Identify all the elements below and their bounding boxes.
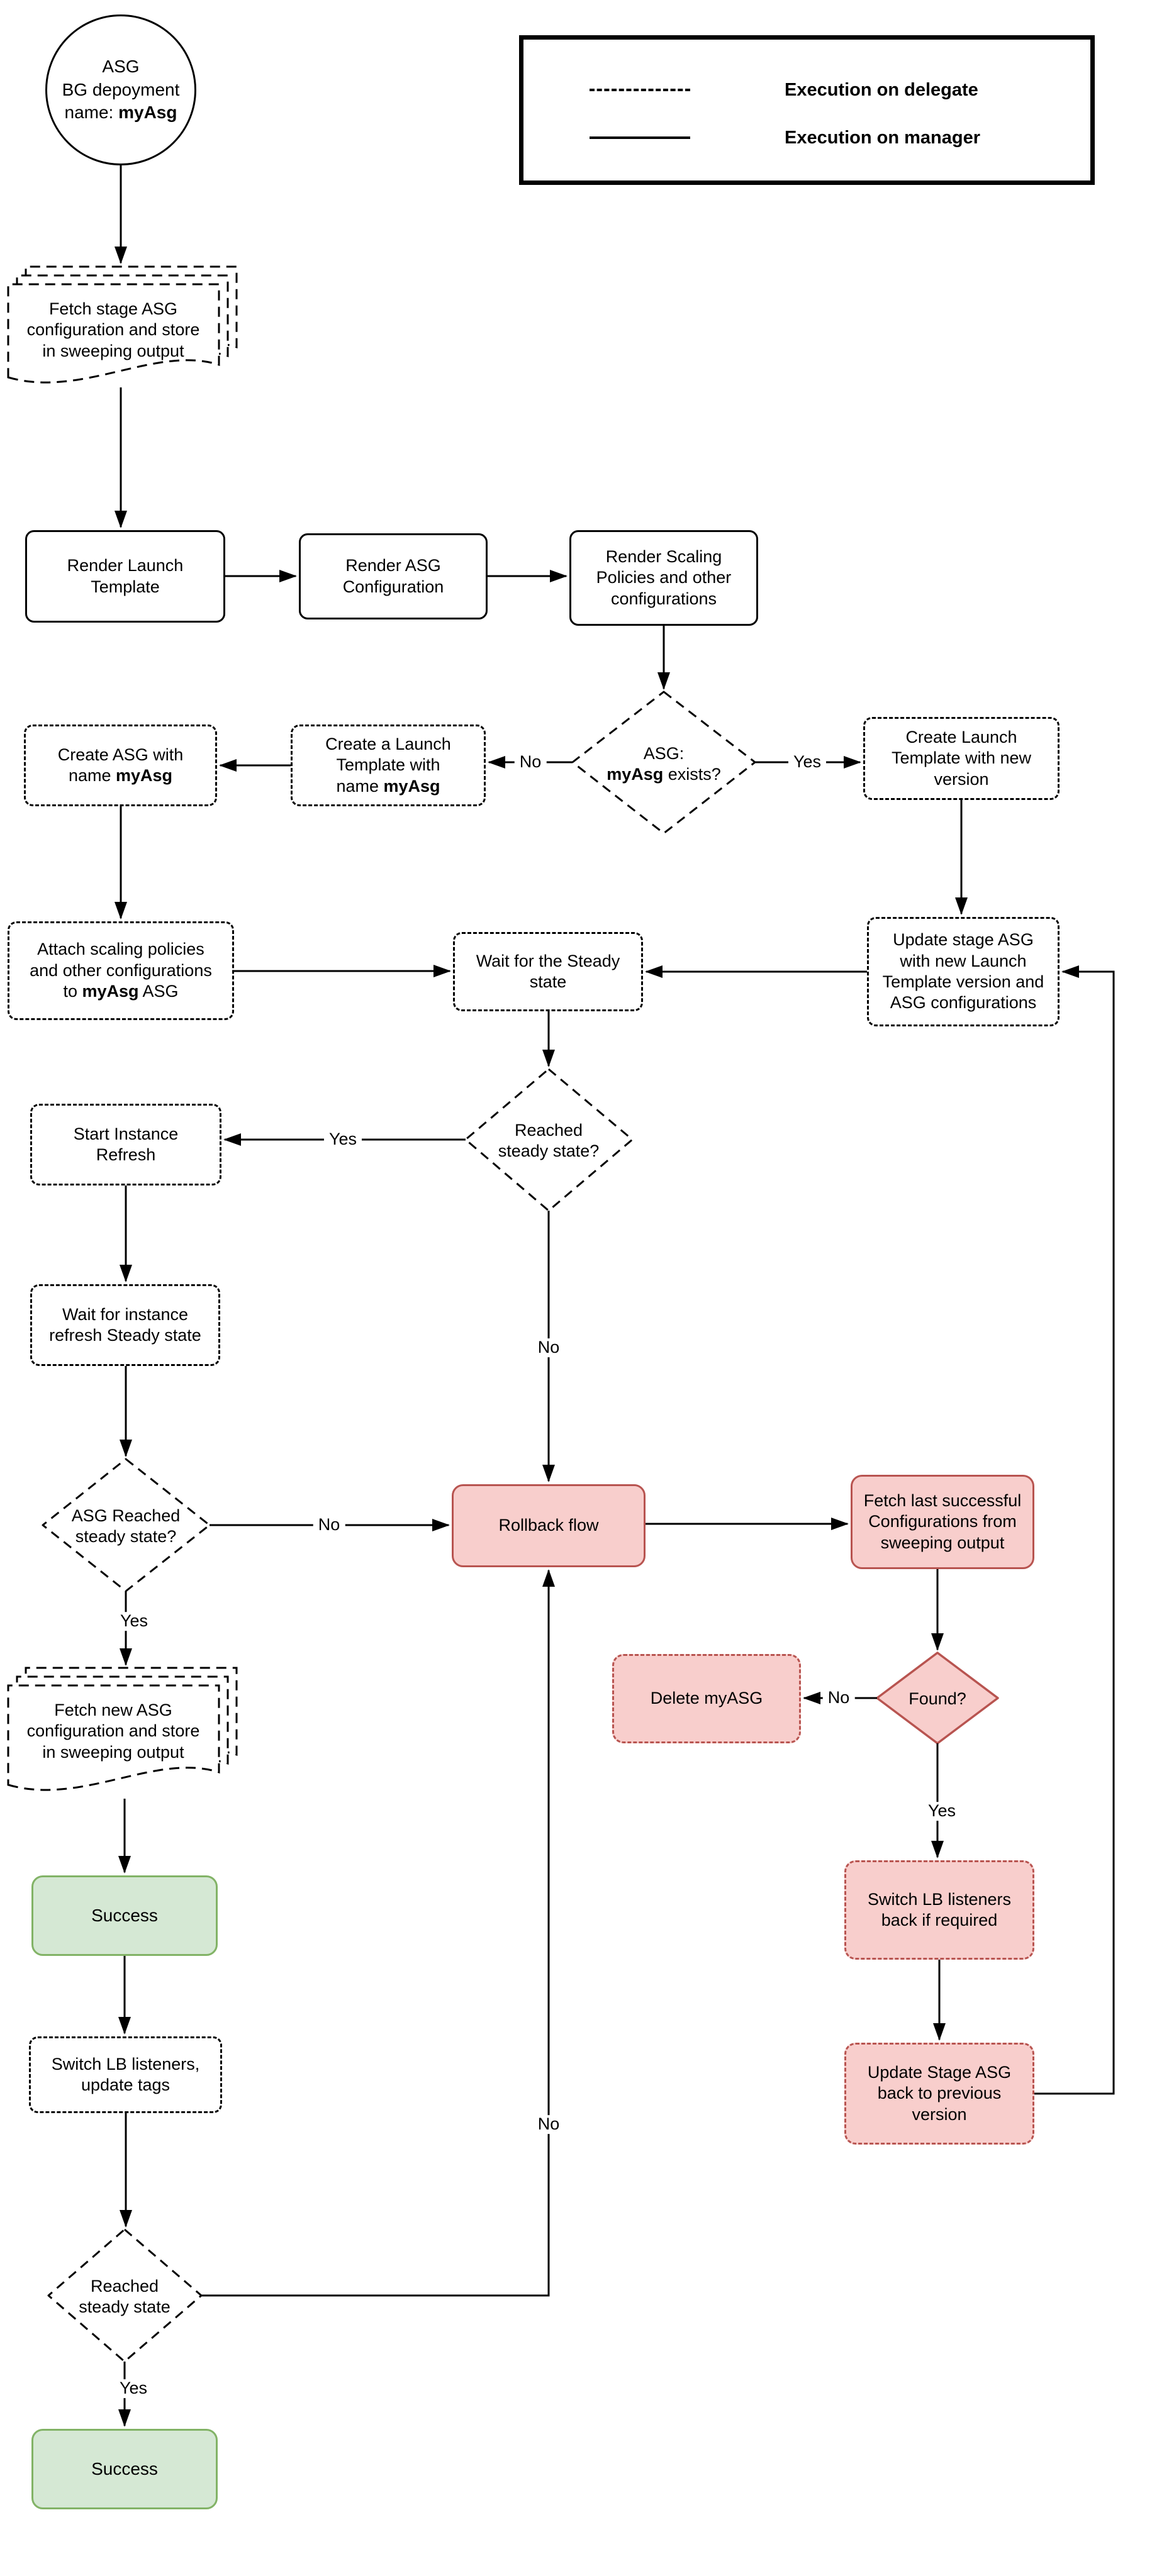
node-fetch-last-successful: Fetch last successful Configurations from sweeping output <box>851 1475 1034 1569</box>
node-wait-instance-refresh: Wait for instance refresh Steady state <box>30 1284 220 1366</box>
edge-label-final-no: No <box>533 2115 565 2134</box>
node-rollback-flow: Rollback flow <box>452 1484 646 1567</box>
node-attach-scaling-policies: Attach scaling policies and other configurations to myAsg ASG <box>8 921 234 1020</box>
legend-item-delegate <box>590 77 978 103</box>
legend-label: Execution on manager <box>785 127 981 148</box>
edge-label-exists-yes: Yes <box>788 753 826 772</box>
edge-label-found-yes: Yes <box>923 1802 961 1821</box>
node-switch-lb-listeners-tags: Switch LB listeners, update tags <box>29 2036 222 2113</box>
edge-label-asg-reached-no: No <box>313 1516 345 1535</box>
label-found: Found? <box>909 1689 966 1709</box>
node-render-scaling-policies: Render Scaling Policies and other configurations <box>569 530 758 626</box>
legend-item-manager <box>590 125 980 150</box>
node-success-final: Success <box>31 2429 218 2509</box>
node-update-stage-asg-back: Update Stage ASG back to previous version <box>844 2043 1034 2145</box>
edge-label-asg-reached-yes: Yes <box>115 1612 153 1631</box>
label-reached-steady-final: Reached steady state <box>79 2276 171 2316</box>
node-create-asg-myasg: Create ASG with name myAsg <box>24 724 217 806</box>
edge-label-found-no: No <box>823 1689 855 1707</box>
label-asg-reached-steady: ASG Reached steady state? <box>71 1506 181 1546</box>
node-start-instance-refresh: Start Instance Refresh <box>30 1104 221 1185</box>
edge-label-exists-no: No <box>515 753 547 772</box>
label-reached-steady: Reached steady state? <box>498 1120 600 1160</box>
edge-label-final-yes: Yes <box>115 2379 152 2398</box>
node-fetch-new-config: Fetch new ASG configuration and store in sweeping output <box>26 1700 200 1762</box>
solid-line-sample <box>590 136 690 139</box>
edge-label-steady-no: No <box>533 1338 565 1357</box>
node-switch-lb-listeners-back: Switch LB listeners back if required <box>844 1860 1034 1960</box>
label-asg-exists: ASG: myAsg exists? <box>607 743 721 784</box>
node-create-launch-template-myasg: Create a Launch Template with name myAsg <box>291 724 486 806</box>
node-success-fetch: Success <box>31 1875 218 1956</box>
dashed-line-sample <box>590 89 690 91</box>
node-delete-myasg: Delete myASG <box>612 1654 801 1743</box>
node-update-stage-asg: Update stage ASG with new Launch Template version and ASG configurations <box>867 917 1060 1026</box>
legend <box>519 35 1095 185</box>
node-render-launch-template: Render Launch Template <box>25 530 225 623</box>
start-node: ASG BG depoyment name: myAsg <box>45 14 196 165</box>
node-create-launch-template-new-version: Create Launch Template with new version <box>863 717 1060 800</box>
edge-update-back-loop-to-update-stage <box>1034 972 1114 2094</box>
node-render-asg-configuration: Render ASG Configuration <box>299 533 488 619</box>
edge-label-steady-yes: Yes <box>324 1130 362 1149</box>
edge-final-no-to-rollback <box>201 1570 549 2296</box>
node-fetch-stage-config: Fetch stage ASG configuration and store in sweeping output <box>26 299 200 360</box>
legend-label: Execution on delegate <box>785 79 978 100</box>
node-wait-steady-state: Wait for the Steady state <box>453 932 643 1011</box>
